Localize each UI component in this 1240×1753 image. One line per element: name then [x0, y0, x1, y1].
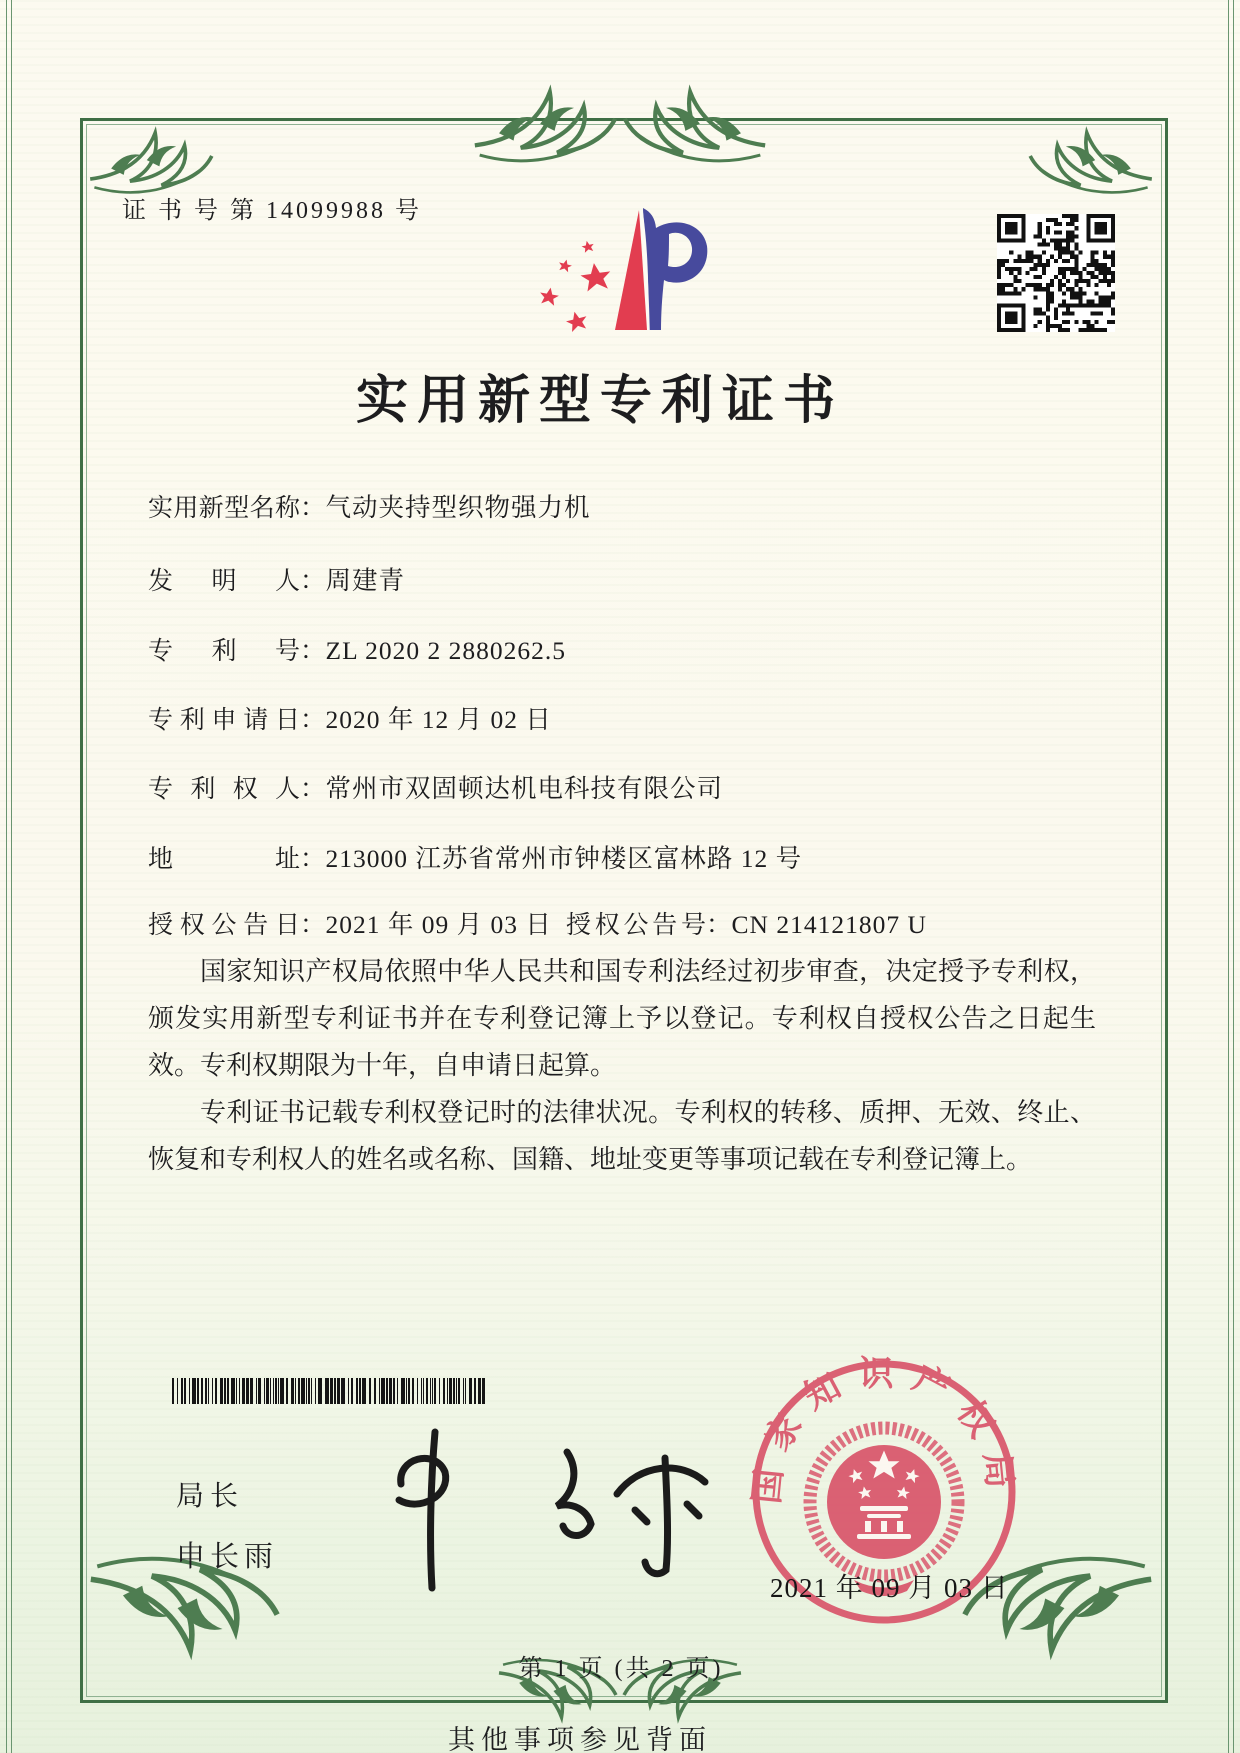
field-label: 发明人 [148, 568, 300, 595]
field-value: ZL 2020 2 2880262.5 [325, 636, 566, 665]
page-edge-line-right [1228, 0, 1234, 1753]
field-row-inventor [148, 561, 1108, 597]
field-label: 地址 [148, 846, 300, 873]
back-note: 其他事项参见背面 [448, 1725, 712, 1753]
page-edge-line-left [6, 0, 12, 1753]
signature-handwriting-icon [335, 1418, 735, 1603]
page-number: 第 1 页 (共 2 页) [518, 1656, 724, 1682]
field-colon: ： [300, 910, 326, 939]
field-label: 专利申请日 [148, 707, 300, 734]
corner-flourish-top-right-icon [1026, 122, 1156, 192]
field-colon: ： [300, 774, 326, 803]
field-value: 周建青 [325, 566, 406, 595]
field-colon: ： [300, 844, 326, 873]
barcode [171, 1378, 491, 1404]
qr-code [997, 214, 1115, 332]
legal-text-block [148, 948, 1096, 1183]
field-colon: ： [706, 910, 732, 939]
field-label: 专利权人 [148, 776, 300, 803]
field-colon: ： [300, 636, 326, 665]
field-value: 2021 年 09 月 03 日 [325, 910, 552, 939]
field-value: 气动夹持型织物强力机 [325, 493, 591, 522]
field-colon: ： [300, 493, 326, 522]
top-center-ornament-icon [470, 80, 770, 160]
signer-title-label: 局长 [176, 1480, 245, 1511]
field-value: 常州市双固顿达机电科技有限公司 [325, 774, 724, 803]
certificate-number: 证 书 号 第 14099988 号 [122, 198, 422, 224]
seal-ring-text: 国家知识产权局 [747, 1354, 1021, 1506]
field-row-patentee [148, 769, 1108, 805]
field-row-patent-no [148, 631, 1108, 667]
field-row-grant [148, 905, 1108, 941]
corner-flourish-top-left-icon [86, 122, 216, 192]
body-paragraph-1: 国家知识产权局依照中华人民共和国专利法经过初步审查，决定授予专利权，颁发实用新型专利证书并在专利登记簿上予以登记。专利权自授权公告之日起生效。专利权期限为十年，自申请日起算。 [148, 957, 1096, 1080]
field-colon: ： [300, 705, 326, 734]
field-row-filing-date [148, 700, 1108, 736]
field-label: 专利号 [148, 638, 300, 665]
field-label: 实用新型名称 [148, 495, 300, 522]
field-row-address [148, 839, 1108, 875]
cnipa-logo-icon [465, 178, 715, 336]
field-value: CN 214121807 U [731, 910, 927, 939]
seal-date: 2021 年 09 月 03 日 [770, 1573, 1009, 1603]
body-paragraph-2: 专利证书记载专利权登记时的法律状况。专利权的转移、质押、无效、终止、恢复和专利权人的姓名或名称、国籍、地址变更等事项记载在专利登记簿上。 [148, 1098, 1096, 1174]
field-label: 授权公告日 [148, 912, 300, 939]
field-label: 授权公告号 [566, 912, 706, 939]
grant-publication-number [566, 905, 927, 941]
field-colon: ： [300, 566, 326, 595]
signer-name-label: 申长雨 [176, 1541, 279, 1573]
certificate-title: 实用新型专利证书 [355, 373, 844, 430]
field-value: 213000 江苏省常州市钟楼区富林路 12 号 [325, 844, 803, 873]
field-value: 2020 年 12 月 02 日 [325, 705, 552, 734]
field-row-name [148, 488, 1108, 524]
